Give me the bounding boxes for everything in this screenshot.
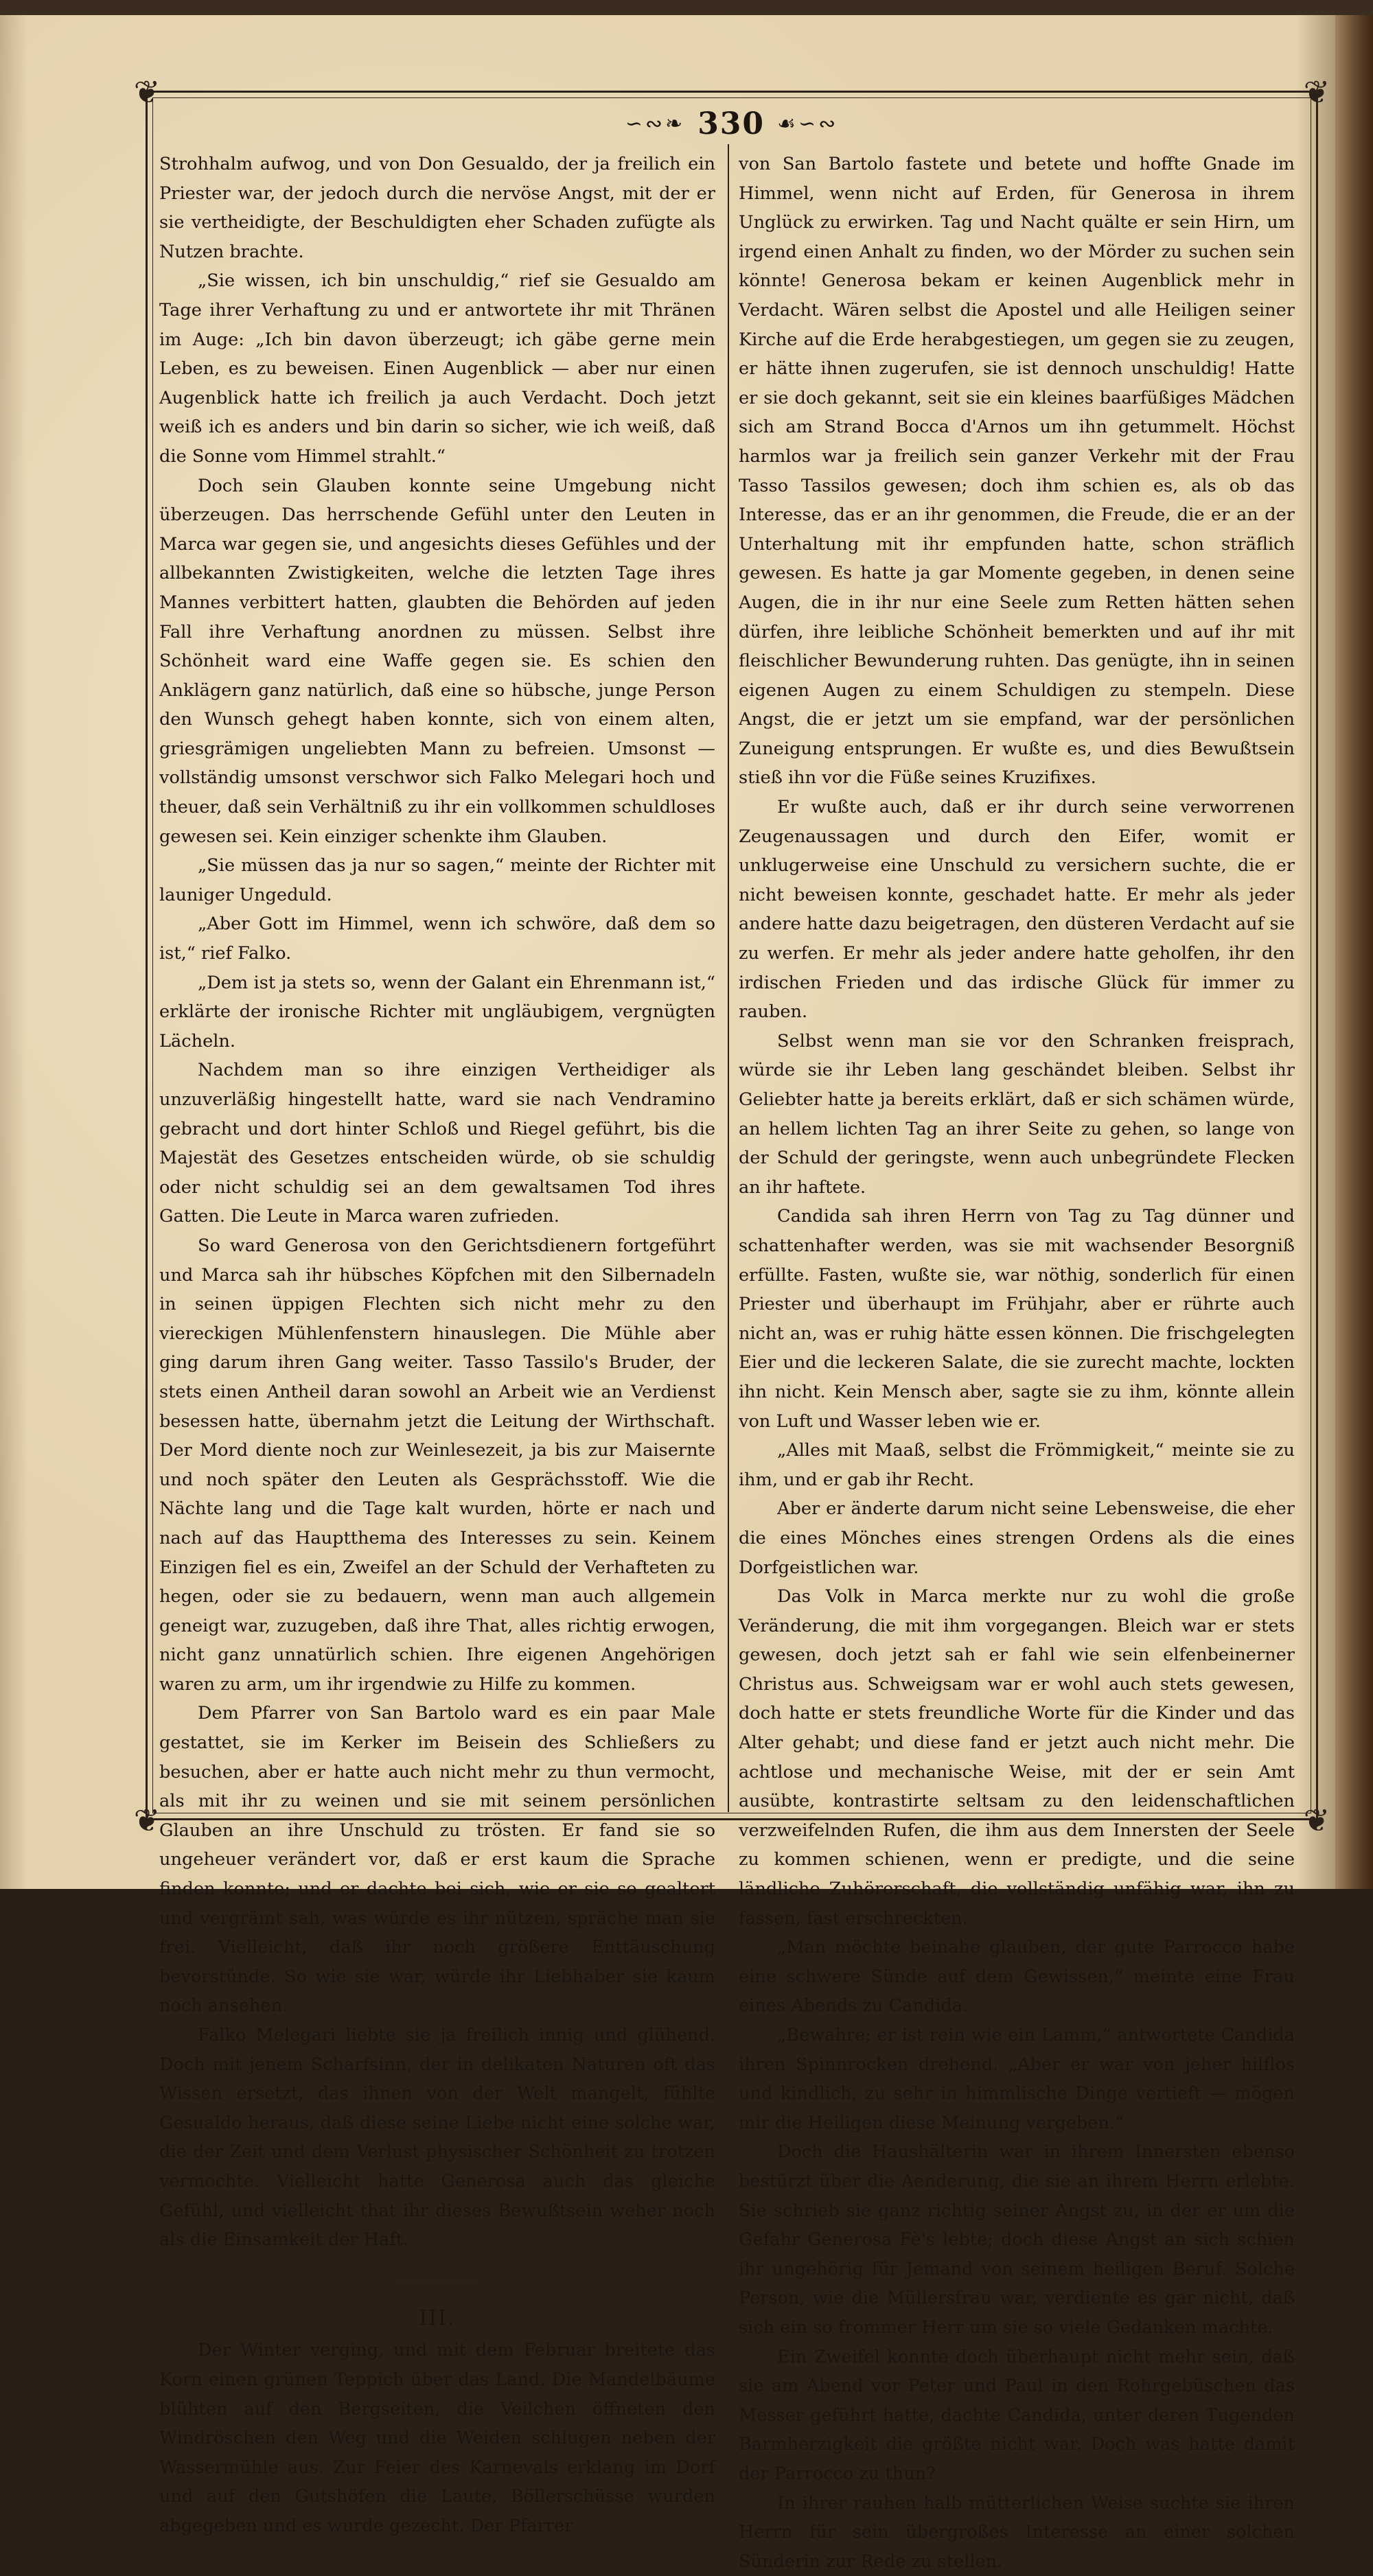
paragraph: „Sie wissen, ich bin unschuldig,“ rief sie Gesualdo am Tage ihrer Verhaftung zu und er antwortete ihr mit Thränen im Auge: „Ich bin davon überzeugt; ich gäbe gerne mein Leben, es zu beweisen. Einen Augenblick — aber nur einen Augenblick hatte ich freilich ja auch Verdacht. Doch jetzt weiß ich es anders und bin darin so sicher, wie ich weiß, daß die Sonne vom Himmel strahlt.“	[159, 266, 715, 471]
section-heading: III.	[159, 2304, 715, 2334]
paragraph: Er wußte auch, daß er ihr durch seine verworrenen Zeugenaussagen und durch den Eifer, womit er unklugerweise eine Unschuld zu versichern suchte, die er nicht beweisen konnte, geschadet hatte. Er mehr als jeder andere hatte dazu beigetragen, den düsteren Verdacht auf sie zu werfen. Er mehr als jeder andere hatte geholfen, ihr den irdischen Frieden und das irdische Glück für immer zu rauben.	[739, 793, 1295, 1027]
corner-ornament-bottom-right: ❦	[1300, 1804, 1333, 1837]
paragraph: Das Volk in Marca merkte nur zu wohl die große Veränderung, die mit ihm vorgegangen. Bleich war er stets gewesen, doch jetzt sah er fahl wie sein elfenbeinerner Christus aus. Schweigsam war er wohl auch stets gewesen, doch hatte er stets freundliche Worte für die Kinder und das Alter gehabt; und diese fand er jetzt auch nicht mehr. Die achtlose und mechanische Weise, mit der er sein Amt ausübte, kontrastirte seltsam zu den leidenschaftlichen verzweifelnden Rufen, die ihm aus dem Innersten der Seele zu kommen schienen, wenn er predigte, und die seine ländliche Zuhörerschaft, die vollständig unfähig war, ihn zu fassen, fast erschreckten.	[739, 1582, 1295, 1933]
paragraph: „Man möchte beinahe glauben, der gute Parrocco habe eine schwere Sünde auf dem Gewissen,“ meinte eine Frau eines Abends zu Candida.	[739, 1933, 1295, 2021]
column-divider	[728, 144, 729, 1812]
header-flourish-right-icon: ☙∽∾	[777, 112, 838, 136]
paragraph: „Bewahre; er ist rein wie ein Lamm,“ antwortete Candida ihren Spinnrocken drehend. „Aber er war von jeher hilflos und kindlich, zu sehr in himmlische Dinge vertieft — mögen mir die Heiligen diese Meinung vergeben.“	[739, 2021, 1295, 2137]
paragraph: „Alles mit Maaß, selbst die Frömmigkeit,“ meinte sie zu ihm, und er gab ihr Recht.	[739, 1436, 1295, 1494]
paragraph: „Dem ist ja stets so, wenn der Galant ein Ehrenmann ist,“ erklärte der ironische Richter mit ungläubigem, vergnügten Lächeln.	[159, 968, 715, 1056]
paragraph: von San Bartolo fastete und betete und hoffte Gnade im Himmel, wenn nicht auf Erden, für Generosa in ihrem Unglück zu erwirken. Tag und Nacht quälte er sein Hirn, um irgend einen Anhalt zu finden, wo der Mörder zu suchen sein könnte! Generosa bekam er keinen Augenblick mehr in Verdacht. Wären selbst die Apostel und alle Heiligen seiner Kirche auf die Erde herabgestiegen, um gegen sie zu zeugen, er hätte ihnen zugerufen, sie ist dennoch unschuldig! Hatte er sie doch gekannt, seit sie ein kleines baarfüßiges Mädchen sich am Strand Bocca d'Arnos um ihn getummelt. Höchst harmlos war ja freilich sein ganzer Verkehr mit der Frau Tasso Tassilos gewesen; doch ihm schien es, als ob das Interesse, das er an ihr genommen, die Freude, die er an der Unterhaltung mit ihr empfunden hatte, schon sträflich gewesen. Es hatte ja gar Momente gegeben, in denen seine Augen, die in ihr nur eine Seele zum Retten hätten sehen dürfen, ihre leibliche Schönheit bemerkten und auf ihr mit fleischlicher Bewunderung ruhten. Das genügte, ihn in seinen eigenen Augen zu einem Schuldigen zu stempeln. Diese Angst, die er jetzt um sie empfand, war der persönlichen Zuneigung entsprungen. Er wußte es, und dies Bewußtsein stieß ihn vor die Füße seines Kruzifixes.	[739, 150, 1295, 793]
page-number: 330	[697, 106, 765, 141]
paragraph: In ihrer rauhen halb mütterlichen Weise suchte sie ihren Herrn für sein übergroßes Interesse an einer solchen Sünderin zur Rede zu stellen.	[739, 2489, 1295, 2576]
scan-top-edge	[0, 0, 1373, 15]
paragraph: „Sie müssen das ja nur so sagen,“ meinte der Richter mit launiger Ungeduld.	[159, 851, 715, 909]
paragraph: „Aber Gott im Himmel, wenn ich schwöre, daß dem so ist,“ rief Falko.	[159, 909, 715, 968]
paragraph: Aber er änderte darum nicht seine Lebensweise, die eher die eines Mönches eines strengen Ordens als die eines Dorfgeistlichen war.	[739, 1494, 1295, 1582]
header-flourish-left-icon: ∽∾❧	[625, 112, 685, 136]
corner-ornament-bottom-left: ❦	[130, 1804, 163, 1837]
paragraph: Doch sein Glauben konnte seine Umgebung nicht überzeugen. Das herrschende Gefühl unter den Leuten in Marca war gegen sie, und angesichts dieses Gefühles und der allbekannten Zwistigkeiten, welche die letzten Tage ihres Mannes verbittert hatten, glaubten die Behörden auf jeden Fall ihre Verhaftung anordnen zu müssen. Selbst ihre Schönheit ward eine Waffe gegen sie. Es schien den Anklägern ganz natürlich, daß eine so hübsche, junge Person den Wunsch gehegt haben konnte, sich von einem alten, griesgrämigen ungeliebten Mann zu befreien. Umsonst — vollständig umsonst verschwor sich Falko Melegari hoch und theuer, daß sein Verhältniß zu ihr ein vollkommen schuldloses gewesen sei. Kein einziger schenkte ihm Glauben.	[159, 472, 715, 852]
page-header	[152, 100, 1311, 148]
paragraph: Der Winter verging, und mit dem Februar breitete das Korn einen grünen Teppich über das Land. Die Mandelbäume blühten auf den Bergseiten, die Veilchen öffneten den Windröschen den Weg und die Weiden schlugen neben der Wassermühle aus. Zur Feier des Karnevals erklang im Dorf und auf den Gutshöfen die Laute, Böllerschüsse wurden abgegeben und es wurde gezecht. Der Pfarrer	[159, 2336, 715, 2540]
left-column	[159, 150, 715, 1811]
paragraph: Candida sah ihren Herrn von Tag zu Tag dünner und schattenhafter werden, was sie mit wachsender Besorgniß erfüllte. Fasten, wußte sie, war nöthig, sonderlich für einen Priester und überhaupt im Frühjahr, aber er rührte auch nicht an, was er ruhig hätte essen können. Die frischgelegten Eier und die leckeren Salate, die sie zurecht machte, lockten ihn nicht. Kein Mensch aber, sagte sie zu ihm, könnte allein von Luft und Wasser leben wie er.	[739, 1202, 1295, 1436]
corner-ornament-top-left: ❦	[130, 76, 163, 108]
right-column	[739, 150, 1295, 1811]
paragraph: Selbst wenn man sie vor den Schranken freisprach, würde sie ihr Leben lang geschändet bleiben. Selbst ihr Geliebter hatte ja bereits erklärt, daß er sich schämen würde, an hellem lichten Tag an ihrer Seite zu gehen, so lange von der Schuld der geringste, wenn auch unbegründete Flecken an ihr haftete.	[739, 1027, 1295, 1203]
paragraph: Strohhalm aufwog, und von Don Gesualdo, der ja freilich ein Priester war, der jedoch durch die nervöse Angst, mit der er sie vertheidigte, der Beschuldigten eher Schaden zufügte als Nutzen brachte.	[159, 150, 715, 266]
paragraph: Doch die Haushälterin war in ihrem Innersten ebenso bestürzt über die Aenderung, die sie an ihrem Herrn erlebte. Sie schrieb sie ganz richtig seiner Angst zu, in der er um die Gefahr Generosa Fè's lebte; doch diese Angst an sich schien ihr ungehörig für Jemand von seinem heiligen Beruf. Solche Person, wie die Müllersfrau war, verdiente es gar nicht, daß sich ein so frommer Herr um sie so viele Gedanken machte.	[739, 2137, 1295, 2342]
paragraph: Falko Melegari liebte sie ja freilich innig und glühend. Doch mit jenem Scharfsinn, der in delikaten Naturen oft das Wissen ersetzt, das ihnen von der Welt mangelt, fühlte Gesualdo heraus, daß diese seine Liebe nicht eine solche war, die der Zeit und dem Verlust physischer Schönheit zu trotzen vermochte. Vielleicht hatte Generosa auch das gleiche Gefühl, und vielleicht that ihr dieses Bewußtsein weher noch als die Einsamkeit der Haft.	[159, 2021, 715, 2255]
paragraph: Dem Pfarrer von San Bartolo ward es ein paar Male gestattet, sie im Kerker im Beisein des Schließers zu besuchen, aber er hatte auch nicht mehr zu thun vermocht, als mit ihr zu weinen und sie mit seinem persönlichen Glauben an ihre Unschuld zu trösten. Er fand sie so ungeheuer verändert vor, daß er erst kaum die Sprache finden konnte; und er dachte bei sich, wie er sie so gealtert und vergrämt sah, was würde es ihr nützen, spräche man sie frei. Vielleicht, daß ihr noch größere Enttäuschung bevorstünde. So wie sie war, würde ihr Liebhaber sie kaum noch ansehen.	[159, 1699, 715, 2021]
paragraph: Nachdem man so ihre einzigen Vertheidiger als unzuverläßig hingestellt hatte, ward sie nach Vendramino gebracht und dort hinter Schloß und Riegel geführt, bis die Majestät des Gesetzes entscheiden würde, ob sie schuldig oder nicht schuldig sei an dem gewaltsamen Tod ihres Gatten. Die Leute in Marca waren zufrieden.	[159, 1056, 715, 1231]
paragraph: Ein Zweifel konnte doch überhaupt nicht mehr sein, daß sie am Abend vor Peter und Paul in den Rohrgebüschen das Messer geführt hatte, dachte Candida, unter deren Tugenden Barmherzigkeit die größte nicht war. Doch was hatte damit der Parrocco zu thun?	[739, 2343, 1295, 2489]
section-divider	[400, 2281, 475, 2282]
paragraph: So ward Generosa von den Gerichtsdienern fortgeführt und Marca sah ihr hübsches Köpfchen mit den Silbernadeln in seinen üppigen Flechten sich nicht mehr zu den viereckigen Mühlenfenstern hinauslegen. Die Mühle aber ging darum ihren Gang weiter. Tasso Tassilo's Bruder, der stets einen Antheil daran sowohl an Arbeit wie an Verdienst besessen hatte, übernahm jetzt die Leitung der Wirthschaft. Der Mord diente noch zur Weinlesezeit, ja bis zur Maisernte und noch später den Leuten als Gesprächsstoff. Wie die Nächte lang und die Tage kalt wurden, hörte er nach und nach auf das Hauptthema des Interesses zu sein. Keinem Einzigen fiel es ein, Zweifel an der Schuld der Verhafteten zu hegen, oder sie zu bedauern, wenn man auch allgemein geneigt war, zuzugeben, daß ihre That, alles richtig erwogen, nicht ganz unnatürlich schien. Ihre eigenen Angehörigen waren zu arm, um ihr irgendwie zu Hilfe zu kommen.	[159, 1231, 715, 1699]
corner-ornament-top-right: ❦	[1300, 76, 1333, 108]
scan-binding-shadow	[1335, 15, 1373, 1889]
